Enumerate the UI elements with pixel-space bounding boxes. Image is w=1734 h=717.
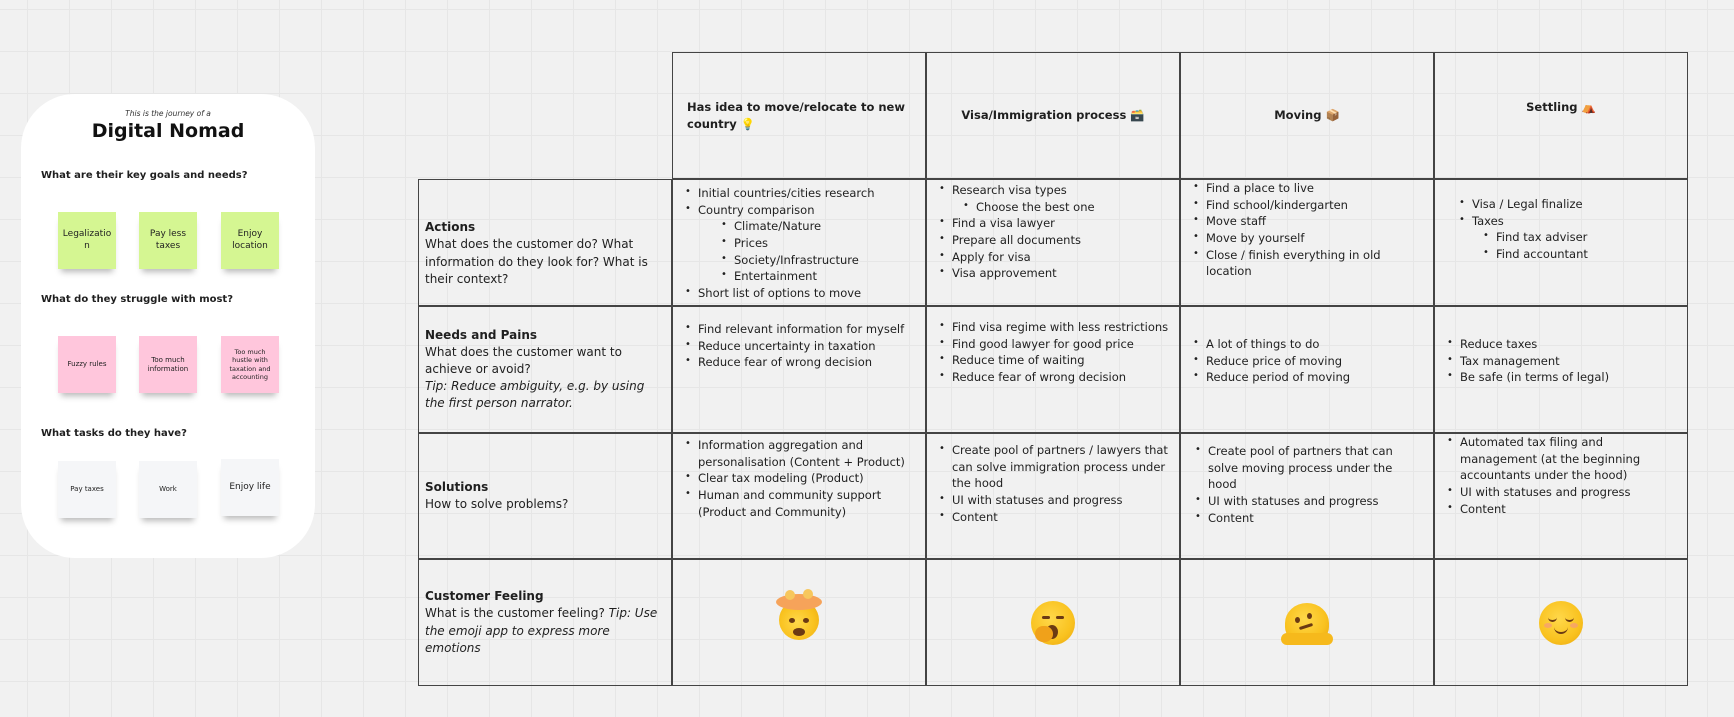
sticky-note-goal[interactable]: Legalization <box>58 212 116 269</box>
solutions-cell[interactable] <box>672 433 926 559</box>
row-description: What does the customer want to achieve or avoid? <box>425 344 622 376</box>
list-item: • Country comparison <box>685 202 915 219</box>
list-item: • UI with statuses and progress <box>1447 484 1677 501</box>
stage-header[interactable] <box>1434 52 1688 179</box>
list-item: • Research visa types <box>939 182 1169 199</box>
list-item: • Reduce fear of wrong decision <box>685 354 915 371</box>
relieved-emoji-icon <box>1539 601 1583 645</box>
list-item: • Visa approvement <box>939 265 1169 282</box>
melting-emoji-icon <box>1285 603 1329 643</box>
feeling-cell[interactable] <box>1180 559 1434 686</box>
stage-header-label: Moving 📦 <box>1274 108 1340 123</box>
persona-card <box>21 94 315 558</box>
list-item: • Reduce period of moving <box>1193 369 1423 386</box>
row-title: Actions <box>425 220 476 235</box>
feeling-cell[interactable] <box>926 559 1180 686</box>
sticky-note-goal[interactable]: Pay less taxes <box>139 212 197 269</box>
list-item: • Society/Infrastructure <box>721 252 915 269</box>
list-item: • UI with statuses and progress <box>1195 493 1419 510</box>
list-item: • Be safe (in terms of legal) <box>1447 369 1677 386</box>
list-item: • Prices <box>721 235 915 252</box>
list-item: • Move staff <box>1193 213 1423 230</box>
needs-cell[interactable] <box>1180 306 1434 433</box>
sticky-note-task[interactable]: Pay taxes <box>58 461 116 518</box>
row-header-needs[interactable] <box>418 306 672 433</box>
list-item: • Initial countries/cities research <box>685 185 915 202</box>
solutions-cell[interactable] <box>1180 433 1434 559</box>
row-title: Needs and Pains <box>425 327 538 342</box>
row-title: Solutions <box>425 479 489 494</box>
list-item: • Reduce uncertainty in taxation <box>685 338 915 355</box>
list-item: • Tax management <box>1447 353 1677 370</box>
sticky-note-task[interactable]: Enjoy life <box>221 459 279 516</box>
list-item: • Short list of options to move <box>685 285 915 302</box>
stage-header[interactable] <box>1180 52 1434 179</box>
list-item: • Find relevant information for myself <box>685 321 915 338</box>
list-item: • Reduce fear of wrong decision <box>939 369 1169 386</box>
row-description: How to solve problems? <box>425 497 569 511</box>
sticky-note-struggle[interactable]: Too much hustle with taxation and accounting <box>221 336 279 393</box>
stage-header-label: Settling ⛺ <box>1526 100 1596 115</box>
row-header-solutions[interactable] <box>418 433 672 559</box>
list-item: • Taxes <box>1459 213 1677 230</box>
list-item: • Information aggregation and personalisation (Content + Product) <box>685 437 915 470</box>
actions-cell[interactable] <box>1434 179 1688 306</box>
struggles-question: What do they struggle with most? <box>41 294 234 305</box>
list-item: • Clear tax modeling (Product) <box>685 470 915 487</box>
list-item: • Move by yourself <box>1193 230 1423 247</box>
list-item: • UI with statuses and progress <box>939 492 1169 509</box>
solutions-cell[interactable] <box>1434 433 1688 559</box>
sticky-note-struggle[interactable]: Fuzzy rules <box>58 336 116 393</box>
actions-cell[interactable] <box>672 179 926 306</box>
stage-header[interactable] <box>926 52 1180 179</box>
list-item: • Find school/kindergarten <box>1193 197 1423 214</box>
list-item: • Human and community support (Product and Community) <box>685 487 915 520</box>
sticky-note-goal[interactable]: Enjoy location <box>221 212 279 269</box>
list-item: • Apply for visa <box>939 249 1169 266</box>
list-item: • Create pool of partners / lawyers that can solve immigration process under the hood <box>939 442 1169 492</box>
list-item: • Reduce taxes <box>1447 336 1677 353</box>
row-description: What is the customer feeling? Tip: Use the emoji app to express more emotions <box>425 606 658 655</box>
list-item: • Reduce time of waiting <box>939 352 1169 369</box>
list-item: • Find tax adviser <box>1483 229 1677 246</box>
mind-blown-emoji-icon <box>779 600 819 640</box>
sticky-note-task[interactable]: Work <box>139 461 197 518</box>
needs-cell[interactable] <box>672 306 926 433</box>
stage-header[interactable] <box>672 52 926 179</box>
solutions-cell[interactable] <box>926 433 1180 559</box>
stage-header-label: Visa/Immigration process 🗃️ <box>961 108 1145 123</box>
list-item: • Entertainment <box>721 268 915 285</box>
list-item: • Content <box>1195 510 1419 527</box>
list-item: • Visa / Legal finalize <box>1459 196 1677 213</box>
row-header-feeling[interactable] <box>418 559 672 686</box>
row-tip: Tip: Reduce ambiguity, e.g. by using the first person narrator. <box>425 379 645 411</box>
actions-cell[interactable] <box>926 179 1180 306</box>
list-item: • A lot of things to do <box>1193 336 1423 353</box>
row-header-actions[interactable] <box>418 179 672 306</box>
row-title: Customer Feeling <box>425 589 544 604</box>
feeling-cell[interactable] <box>1434 559 1688 686</box>
list-item: • Content <box>1447 501 1677 518</box>
list-item: • Find accountant <box>1483 246 1677 263</box>
yawning-emoji-icon <box>1031 601 1075 645</box>
list-item: • Reduce price of moving <box>1193 353 1423 370</box>
list-item: • Climate/Nature <box>721 218 915 235</box>
stage-header-label: Has idea to move/relocate to new country 💡 <box>687 99 905 131</box>
needs-cell[interactable] <box>1434 306 1688 433</box>
list-item: • Find visa regime with less restrictions <box>939 319 1169 336</box>
list-item: • Find good lawyer for good price <box>939 336 1169 353</box>
row-description: What does the customer do? What information do they look for? What is their context? <box>425 237 648 286</box>
persona-title: Digital Nomad <box>91 120 245 142</box>
needs-cell[interactable] <box>926 306 1180 433</box>
list-item: • Prepare all documents <box>939 232 1169 249</box>
sticky-note-struggle[interactable]: Too much information <box>139 336 197 393</box>
goals-question: What are their key goals and needs? <box>41 170 248 181</box>
list-item: • Find a place to live <box>1193 180 1423 197</box>
list-item: • Create pool of partners that can solve moving process under the hood <box>1195 443 1419 493</box>
list-item: • Content <box>939 509 1169 526</box>
list-item: • Choose the best one <box>963 199 1169 216</box>
list-item: • Automated tax filing and management (at the beginning accountants under the hood) <box>1447 434 1677 484</box>
tasks-question: What tasks do they have? <box>41 428 187 439</box>
list-item: • Close / finish everything in old location <box>1193 247 1423 280</box>
actions-cell[interactable] <box>1180 179 1434 306</box>
list-item: • Find a visa lawyer <box>939 215 1169 232</box>
feeling-cell[interactable] <box>672 559 926 686</box>
persona-intro: This is the journey of a <box>125 109 211 118</box>
